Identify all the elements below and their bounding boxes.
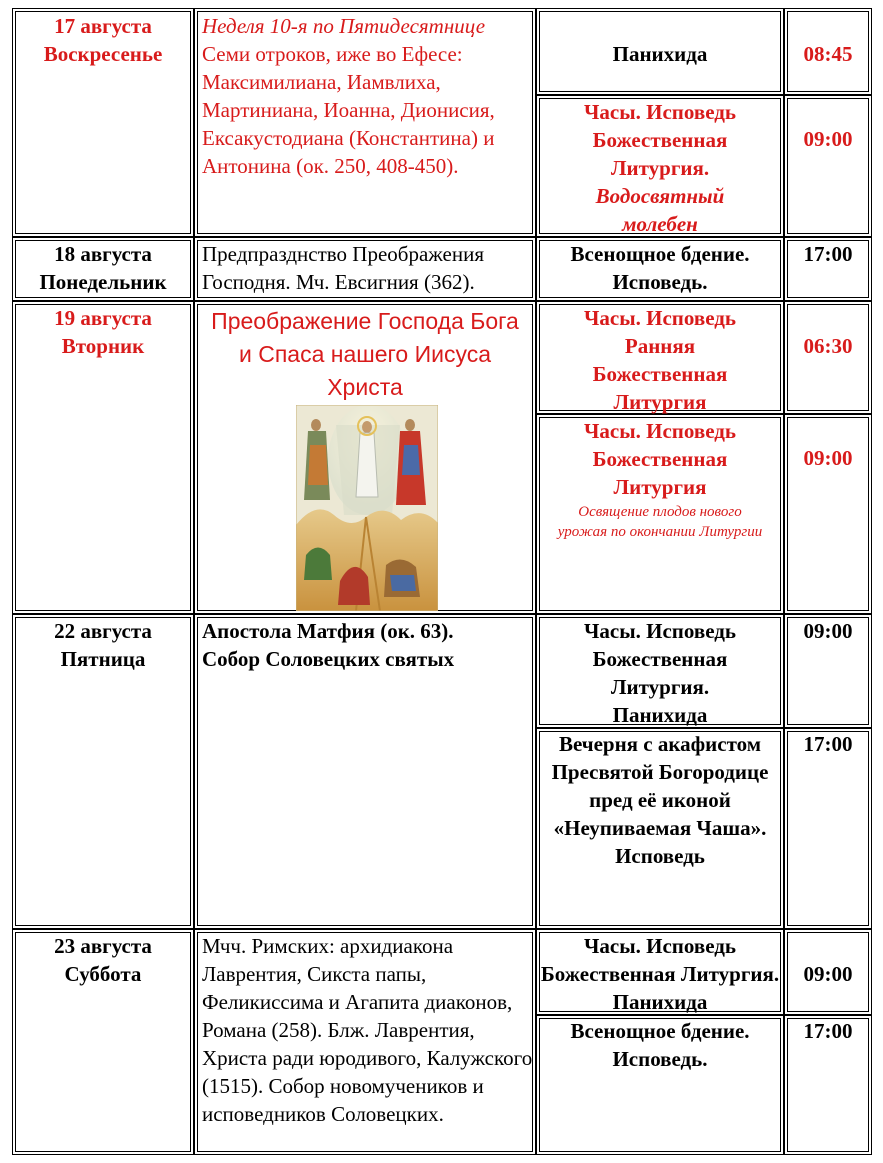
weekday-label: Суббота [64, 962, 142, 986]
service-time: 17:00 [803, 242, 853, 266]
event-text: Апостола Матфия (ок. 63). Собор Соловецких святых [202, 619, 455, 671]
weekday-label: Понедельник [39, 270, 167, 294]
service-time: 09:00 [803, 127, 853, 151]
weekday-label: Вторник [61, 334, 145, 358]
service-time: 08:45 [803, 42, 853, 66]
service-text: Часы. Исповедь Божественная Литургия. [584, 100, 736, 180]
service-text: Вечерня с акафистом Пресвятой Богородице пред её иконой «Неупиваемая Чаша». Исповедь [551, 732, 769, 868]
time-cell [784, 95, 872, 237]
date-label: 22 августа [54, 619, 152, 643]
event-text: Предпразднство Преображения Господня. Мч. Евсигния (362). [202, 242, 484, 294]
event-text: Семи отроков, иже во Ефесе: Максимилиана, Иамвлиха, Мартиниана, Иоанна, Дионисия, Ексакустодиана (Константина) и Антонина (ок. 250, 408-450). [202, 42, 495, 178]
service-text: Всенощное бдение. Исповедь. [570, 242, 750, 294]
time-cell [784, 728, 872, 929]
service-text: Часы. Исповедь Божественная Литургия. Панихида [584, 619, 736, 727]
service-text: Часы. Исповедь Божественная Литургия. Панихида [540, 934, 780, 1014]
service-text: Панихида [612, 42, 708, 66]
service-time: 06:30 [803, 334, 853, 358]
date-label: 23 августа [54, 934, 152, 958]
service-time: 09:00 [803, 962, 853, 986]
service-text: Всенощное бдение. Исповедь. [570, 1019, 750, 1071]
weekday-label: Пятница [60, 647, 146, 671]
service-note: Освящение плодов нового урожая по окончании Литургии [557, 504, 763, 540]
service-extra: Водосвятный молебен [595, 184, 725, 236]
date-label: 19 августа [54, 306, 152, 330]
feast-title: Преображение Господа Бога и Спаса нашего Иисуса Христа [211, 308, 519, 400]
service-text: Часы. Исповедь Божественная Литургия [584, 419, 736, 499]
transfiguration-icon [296, 405, 438, 611]
date-label: 17 августа [54, 14, 152, 38]
event-intro: Неделя 10-я по Пятидесятнице [202, 14, 486, 38]
service-time: 09:00 [803, 619, 853, 643]
service-time: 17:00 [803, 732, 853, 756]
service-time: 17:00 [803, 1019, 853, 1043]
weekday-label: Воскресенье [43, 42, 163, 66]
date-label: 18 августа [54, 242, 152, 266]
service-text: Часы. Исповедь Ранняя Божественная Литургия [584, 306, 736, 414]
event-text: Мчч. Римских: архидиакона Лаврентия, Сикста папы, Феликиссима и Агапита диаконов, Романа (258). Блж. Лаврентия, Христа ради юродивого, Калужского (1515). Собор новомучеников и исповедников Соловецких. [202, 934, 533, 1126]
service-time: 09:00 [803, 446, 853, 470]
